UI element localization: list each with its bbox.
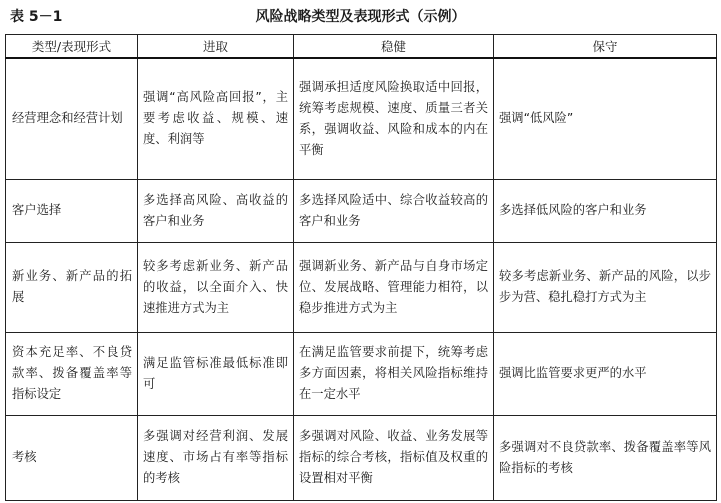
table-number: 表 5－1 <box>10 9 63 25</box>
cell-aggressive: 强调“高风险高回报”，主要考虑收益、规模、速度、利润等 <box>138 58 294 179</box>
risk-strategy-table <box>5 34 717 501</box>
row-label: 资本充足率、不良贷款率、拨备覆盖率等指标设定 <box>6 332 138 415</box>
table-row <box>6 332 717 415</box>
cell-aggressive: 较多考虑新业务、新产品的收益，以全面介入、快速推进方式为主 <box>138 242 294 332</box>
cell-conservative: 强调“低风险” <box>494 58 717 179</box>
column-header-conservative: 保守 <box>494 35 717 59</box>
cell-aggressive: 满足监管标准最低标准即可 <box>138 332 294 415</box>
cell-moderate: 在满足监管要求前提下，统筹考虑多方面因素，将相关风险指标维持在一定水平 <box>294 332 494 415</box>
row-label: 新业务、新产品的拓展 <box>6 242 138 332</box>
row-label: 考核 <box>6 415 138 500</box>
table-row <box>6 242 717 332</box>
table-row <box>6 58 717 179</box>
column-header-moderate: 稳健 <box>294 35 494 59</box>
column-header-aggressive: 进取 <box>138 35 294 59</box>
cell-moderate: 多强调对风险、收益、业务发展等指标的综合考核，指标值及权重的设置相对平衡 <box>294 415 494 500</box>
row-label: 经营理念和经营计划 <box>6 58 138 179</box>
cell-aggressive: 多选择高风险、高收益的客户和业务 <box>138 179 294 242</box>
cell-aggressive: 多强调对经营利润、发展速度、市场占有率等指标的考核 <box>138 415 294 500</box>
cell-conservative: 较多考虑新业务、新产品的风险，以步步为营、稳扎稳打方式为主 <box>494 242 717 332</box>
column-header-type: 类型/表现形式 <box>6 35 138 59</box>
cell-conservative: 强调比监管要求更严的水平 <box>494 332 717 415</box>
cell-moderate: 强调新业务、新产品与自身市场定位、发展战略、管理能力相符，以稳步推进方式为主 <box>294 242 494 332</box>
table-row <box>6 179 717 242</box>
cell-conservative: 多选择低风险的客户和业务 <box>494 179 717 242</box>
cell-conservative: 多强调对不良贷款率、拨备覆盖率等风险指标的考核 <box>494 415 717 500</box>
row-label: 客户选择 <box>6 179 138 242</box>
table-header-row <box>6 35 717 59</box>
table-header <box>0 0 721 30</box>
cell-moderate: 多选择风险适中、综合收益较高的客户和业务 <box>294 179 494 242</box>
table-title: 风险战略类型及表现形式（示例） <box>255 9 466 25</box>
table-row <box>6 415 717 500</box>
cell-moderate: 强调承担适度风险换取适中回报，统筹考虑规模、速度、质量三者关系，强调收益、风险和成本的内在平衡 <box>294 58 494 179</box>
